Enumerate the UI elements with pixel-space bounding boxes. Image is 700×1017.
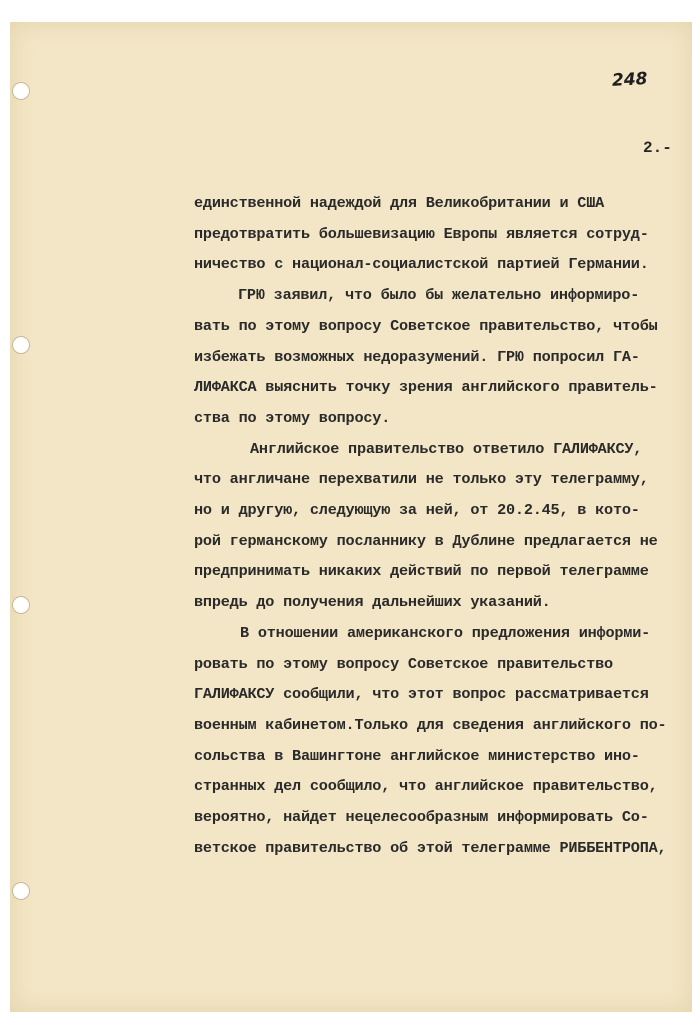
document-page	[10, 22, 692, 1012]
text-line: ГРЮ заявил, что было бы желательно информиро-	[238, 286, 640, 305]
punch-hole	[12, 596, 30, 614]
text-line: впредь до получения дальнейших указаний.	[194, 593, 551, 612]
text-line: ветское правительство об этой телеграмме РИББЕНТРОПА,	[194, 838, 667, 857]
text-line: военным кабинетом.Только для сведения английского по-	[194, 715, 667, 734]
punch-hole	[12, 882, 30, 900]
typewritten-body	[194, 188, 694, 863]
text-line: ничество с национал-социалистской партией Германии.	[194, 255, 649, 274]
page-number: 2.-	[643, 139, 672, 157]
text-line: рой германскому посланнику в Дублине предлагается не	[194, 531, 658, 550]
text-line: Английское правительство ответило ГАЛИФАКСУ,	[250, 439, 643, 458]
text-line: ровать по этому вопросу Советское правительство	[194, 654, 613, 673]
text-line: единственной надеждой для Великобритании и США	[194, 194, 605, 212]
text-line: В отношении американского предложения информи-	[240, 623, 651, 642]
text-line: сольства в Вашингтоне английское министерство ино-	[194, 746, 640, 765]
text-line: предпринимать никаких действий по первой телеграмме	[194, 562, 649, 581]
punch-hole	[12, 336, 30, 354]
text-line: ЛИФАКСА выяснить точку зрения английского правитель-	[194, 378, 658, 397]
text-line: предотвратить большевизацию Европы является сотруд-	[194, 224, 649, 243]
text-line: избежать возможных недоразумений. ГРЮ попросил ГА-	[194, 347, 640, 366]
text-line: вать по этому вопросу Советское правительство, чтобы	[194, 316, 658, 335]
text-line: ства по этому вопросу.	[194, 408, 391, 427]
text-line: но и другую, следующую за ней, от 20.2.45, в кото-	[194, 501, 640, 520]
text-line: ГАЛИФАКСУ сообщили, что этот вопрос рассматривается	[194, 685, 649, 704]
text-line: странных дел сообщило, что английское правительство,	[194, 777, 658, 796]
punch-hole	[12, 82, 30, 100]
archive-number: 248	[611, 69, 648, 91]
text-line: вероятно, найдет нецелесообразным информировать Со-	[194, 808, 649, 827]
text-line: что англичане перехватили не только эту телеграмму,	[194, 470, 649, 489]
